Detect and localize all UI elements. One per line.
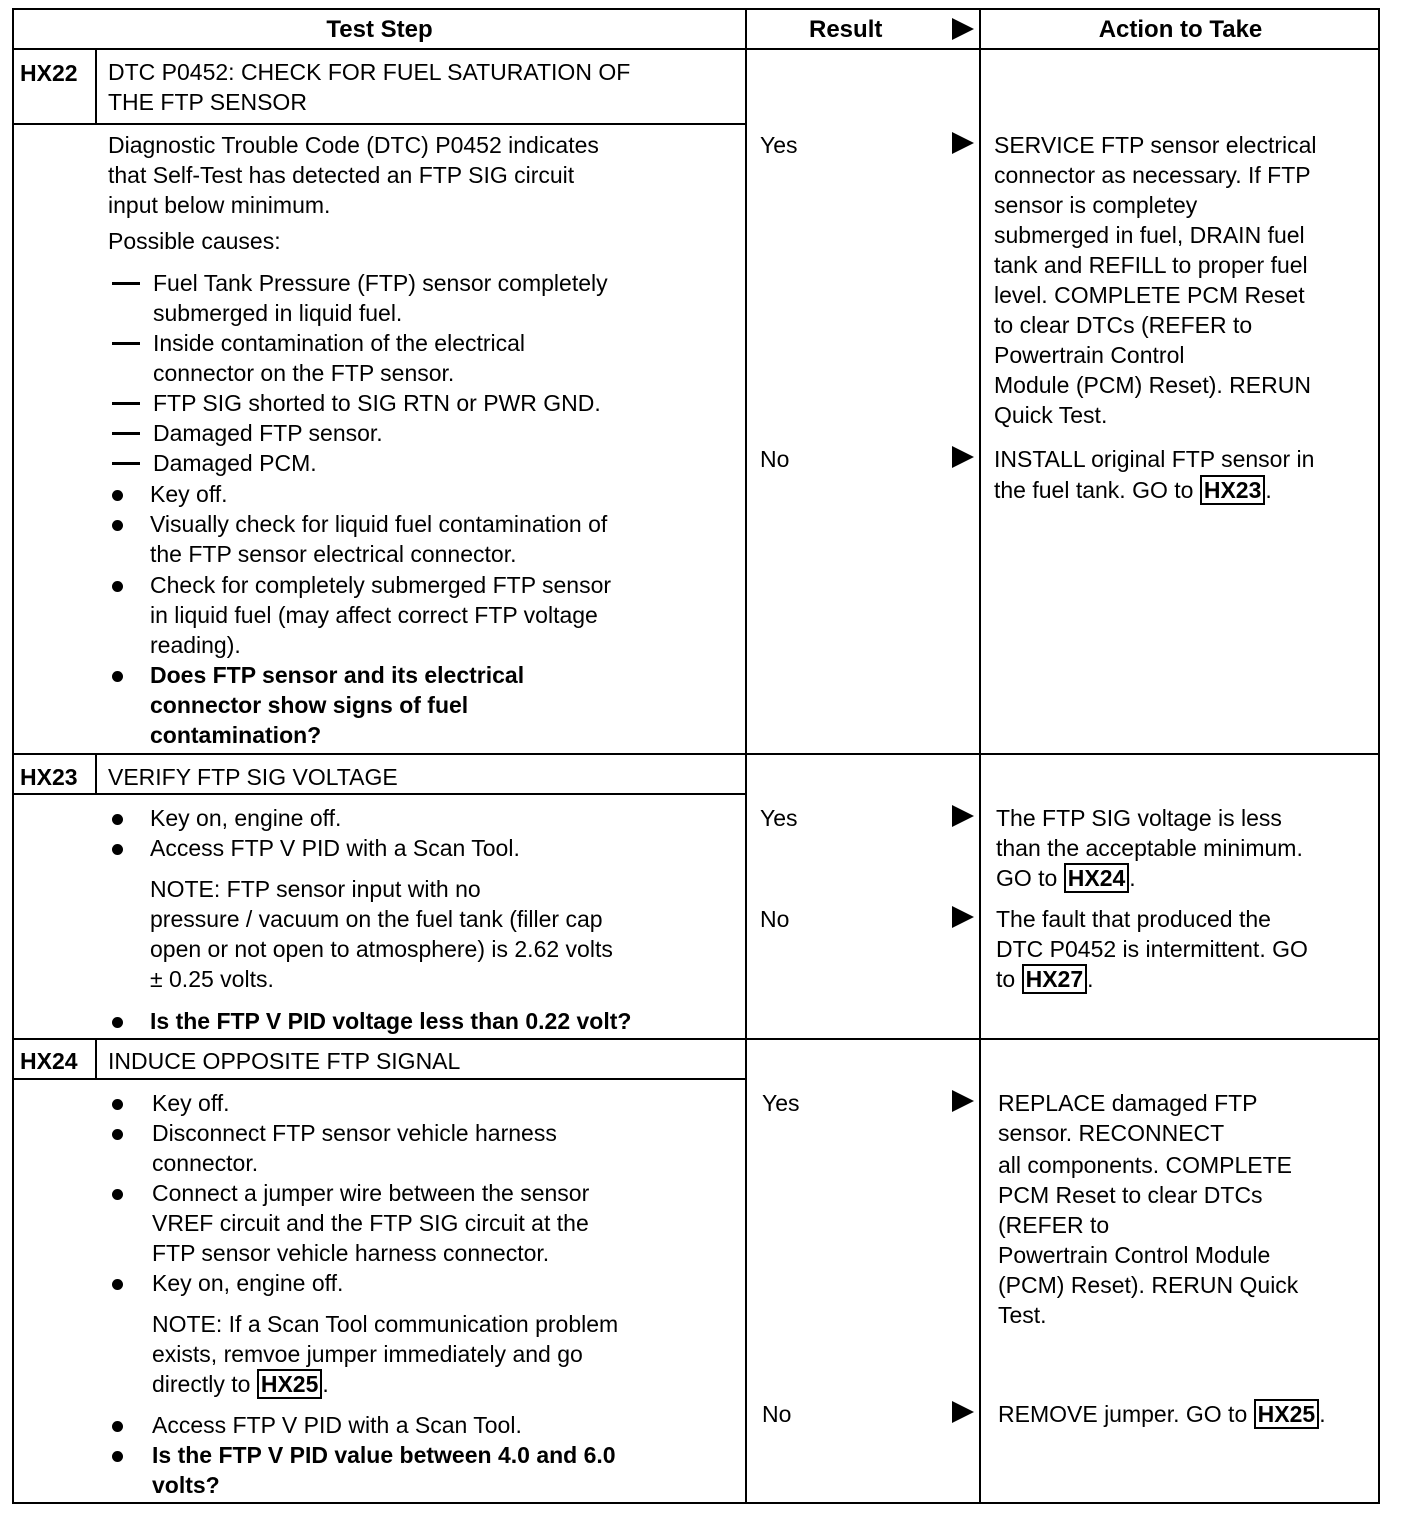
dash-icon xyxy=(112,402,140,405)
id-divider xyxy=(95,50,97,124)
hx24-no-action: REMOVE jumper. GO to HX25 . xyxy=(998,1401,1326,1427)
bullet-icon xyxy=(112,1129,123,1140)
hx24-title: INDUCE OPPOSITE FTP SIGNAL xyxy=(108,1048,461,1074)
link-hx24[interactable]: HX24 xyxy=(1064,863,1130,893)
result-arrow-icon xyxy=(952,132,974,154)
hx22-yes-action-8: Powertrain Control xyxy=(994,342,1185,368)
hx22-yes-action-2: connector as necessary. If FTP xyxy=(994,162,1311,188)
hx24-question-line1: Is the FTP V PID value between 4.0 and 6.0 xyxy=(152,1442,616,1468)
hx24-question-line2: volts? xyxy=(152,1472,220,1498)
bullet-icon xyxy=(112,490,123,501)
hx23-step-2: Access FTP V PID with a Scan Tool. xyxy=(150,835,520,861)
result-arrow-icon xyxy=(952,805,974,827)
hx24-no-label: No xyxy=(762,1401,792,1427)
hx22-question-line3: contamination? xyxy=(150,722,322,748)
hx24-yes-action-6: Powertrain Control Module xyxy=(998,1242,1271,1268)
bullet-icon xyxy=(112,1099,123,1110)
hx22-step-2-line1: Visually check for liquid fuel contamination of xyxy=(150,511,608,537)
hx23-question: Is the FTP V PID voltage less than 0.22 volt? xyxy=(150,1008,632,1034)
hx24-step-2-line1: Disconnect FTP sensor vehicle harness xyxy=(152,1120,557,1146)
hx22-step-3-line1: Check for completely submerged FTP sensor xyxy=(150,572,612,598)
bullet-icon xyxy=(112,1279,123,1290)
hx23-no-action-2: DTC P0452 is intermittent. GO xyxy=(996,936,1308,962)
header-rule xyxy=(14,48,1378,50)
hx22-yes-action-5: tank and REFILL to proper fuel xyxy=(994,252,1308,278)
hx22-yes-action-6: level. COMPLETE PCM Reset xyxy=(994,282,1305,308)
hx24-step-4: Key on, engine off. xyxy=(152,1270,344,1296)
hx24-step-3-line3: FTP sensor vehicle harness connector. xyxy=(152,1240,550,1266)
bullet-icon xyxy=(112,1451,123,1462)
bullet-icon xyxy=(112,814,123,825)
cause-1-line1: Fuel Tank Pressure (FTP) sensor completely xyxy=(153,270,608,296)
hx24-yes-label: Yes xyxy=(762,1090,800,1116)
cause-5: Damaged PCM. xyxy=(153,450,317,476)
header-action: Action to Take xyxy=(1098,16,1263,43)
cause-2-line1: Inside contamination of the electrical xyxy=(153,330,526,356)
bullet-icon xyxy=(112,671,123,682)
dash-icon xyxy=(112,342,140,345)
hx24-step-3-line1: Connect a jumper wire between the sensor xyxy=(152,1180,590,1206)
hx24-step-3-line2: VREF circuit and the FTP SIG circuit at the xyxy=(152,1210,589,1236)
result-arrow-icon xyxy=(952,446,974,468)
bullet-icon xyxy=(112,844,123,855)
hx22-title-rule xyxy=(14,123,745,125)
hx22-end-rule xyxy=(14,753,1378,755)
dash-icon xyxy=(112,432,140,435)
bullet-icon xyxy=(112,1017,123,1028)
link-hx23[interactable]: HX23 xyxy=(1200,475,1266,505)
hx24-yes-action-4: PCM Reset to clear DTCs xyxy=(998,1182,1263,1208)
step-id-hx23: HX23 xyxy=(20,764,78,790)
bullet-icon xyxy=(112,520,123,531)
dash-icon xyxy=(112,282,140,285)
hx22-causes-label: Possible causes: xyxy=(108,228,281,254)
hx23-yes-action-3: GO to HX24 . xyxy=(996,865,1136,891)
hx23-no-action-3: to HX27 . xyxy=(996,966,1094,992)
hx24-note-2: exists, remvoe jumper immediately and go xyxy=(152,1341,583,1367)
column-divider-action xyxy=(979,10,981,1502)
hx23-yes-label: Yes xyxy=(760,805,798,831)
hx24-yes-action-2: sensor. RECONNECT xyxy=(998,1120,1225,1146)
hx22-intro-2: that Self-Test has detected an FTP SIG circuit xyxy=(108,162,575,188)
cause-1-line2: submerged in liquid fuel. xyxy=(153,300,403,326)
hx22-step-3-line3: reading). xyxy=(150,632,241,658)
hx24-yes-action-7: (PCM) Reset). RERUN Quick xyxy=(998,1272,1299,1298)
hx22-yes-action-4: submerged in fuel, DRAIN fuel xyxy=(994,222,1305,248)
dash-icon xyxy=(112,462,140,465)
hx23-title-rule xyxy=(14,793,745,795)
hx22-step-1: Key off. xyxy=(150,481,228,507)
hx23-yes-action-1: The FTP SIG voltage is less xyxy=(996,805,1282,831)
result-arrow-icon xyxy=(952,906,974,928)
hx23-step-1: Key on, engine off. xyxy=(150,805,342,831)
bullet-icon xyxy=(112,1421,123,1432)
hx23-no-label: No xyxy=(760,906,790,932)
hx24-step-1: Key off. xyxy=(152,1090,230,1116)
hx22-yes-action-10: Quick Test. xyxy=(994,402,1108,428)
hx22-yes-action-7: to clear DTCs (REFER to xyxy=(994,312,1253,338)
step-id-hx24: HX24 xyxy=(20,1048,78,1074)
hx23-note-4: ± 0.25 volts. xyxy=(150,966,274,992)
hx22-intro-3: input below minimum. xyxy=(108,192,331,218)
hx22-yes-label: Yes xyxy=(760,132,798,158)
hx23-note-1: NOTE: FTP sensor input with no xyxy=(150,876,481,902)
hx23-yes-action-2: than the acceptable minimum. xyxy=(996,835,1303,861)
hx22-question-line2: connector show signs of fuel xyxy=(150,692,469,718)
hx24-yes-action-5: (REFER to xyxy=(998,1212,1110,1238)
hx22-step-2-line2: the FTP sensor electrical connector. xyxy=(150,541,517,567)
result-arrow-icon xyxy=(952,1090,974,1112)
hx23-end-rule xyxy=(14,1038,1378,1040)
result-arrow-icon xyxy=(952,18,974,40)
hx22-question-line1: Does FTP sensor and its electrical xyxy=(150,662,525,688)
hx24-yes-action-8: Test. xyxy=(998,1302,1047,1328)
hx24-note-3: directly to HX25 . xyxy=(152,1371,329,1397)
id-divider xyxy=(95,755,97,793)
hx22-no-label: No xyxy=(760,446,790,472)
hx22-title-line2: THE FTP SENSOR xyxy=(108,89,307,115)
link-hx27[interactable]: HX27 xyxy=(1022,964,1088,994)
link-hx25[interactable]: HX25 xyxy=(257,1369,323,1399)
result-arrow-icon xyxy=(952,1401,974,1423)
hx22-step-3-line2: in liquid fuel (may affect correct FTP voltage xyxy=(150,602,598,628)
hx24-yes-action-1: REPLACE damaged FTP xyxy=(998,1090,1258,1116)
step-id-hx22: HX22 xyxy=(20,60,78,86)
diagnostic-table xyxy=(12,8,1380,1504)
id-divider xyxy=(95,1040,97,1078)
hx22-yes-action-9: Module (PCM) Reset). RERUN xyxy=(994,372,1311,398)
link-hx25[interactable]: HX25 xyxy=(1254,1399,1320,1429)
column-divider-result xyxy=(745,10,747,1502)
cause-2-line2: connector on the FTP sensor. xyxy=(153,360,455,386)
hx22-intro-1: Diagnostic Trouble Code (DTC) P0452 indicates xyxy=(108,132,599,158)
hx23-note-2: pressure / vacuum on the fuel tank (filler cap xyxy=(150,906,603,932)
hx24-title-rule xyxy=(14,1078,745,1080)
cause-3: FTP SIG shorted to SIG RTN or PWR GND. xyxy=(153,390,601,416)
bullet-icon xyxy=(112,581,123,592)
hx23-note-3: open or not open to atmosphere) is 2.62 volts xyxy=(150,936,613,962)
cause-4: Damaged FTP sensor. xyxy=(153,420,383,446)
hx22-yes-action-3: sensor is completey xyxy=(994,192,1198,218)
hx22-title-line1: DTC P0452: CHECK FOR FUEL SATURATION OF xyxy=(108,59,631,85)
hx22-no-action-1: INSTALL original FTP sensor in xyxy=(994,446,1315,472)
hx24-note-1: NOTE: If a Scan Tool communication problem xyxy=(152,1311,619,1337)
header-test-step: Test Step xyxy=(326,16,433,43)
bullet-icon xyxy=(112,1189,123,1200)
header-result: Result xyxy=(809,16,883,43)
hx22-yes-action-1: SERVICE FTP sensor electrical xyxy=(994,132,1317,158)
hx23-title: VERIFY FTP SIG VOLTAGE xyxy=(108,764,398,790)
hx24-yes-action-3: all components. COMPLETE xyxy=(998,1152,1293,1178)
hx24-step-2-line2: connector. xyxy=(152,1150,259,1176)
hx23-no-action-1: The fault that produced the xyxy=(996,906,1271,932)
hx22-no-action-2: the fuel tank. GO to HX23 . xyxy=(994,477,1272,503)
hx24-step-5: Access FTP V PID with a Scan Tool. xyxy=(152,1412,522,1438)
